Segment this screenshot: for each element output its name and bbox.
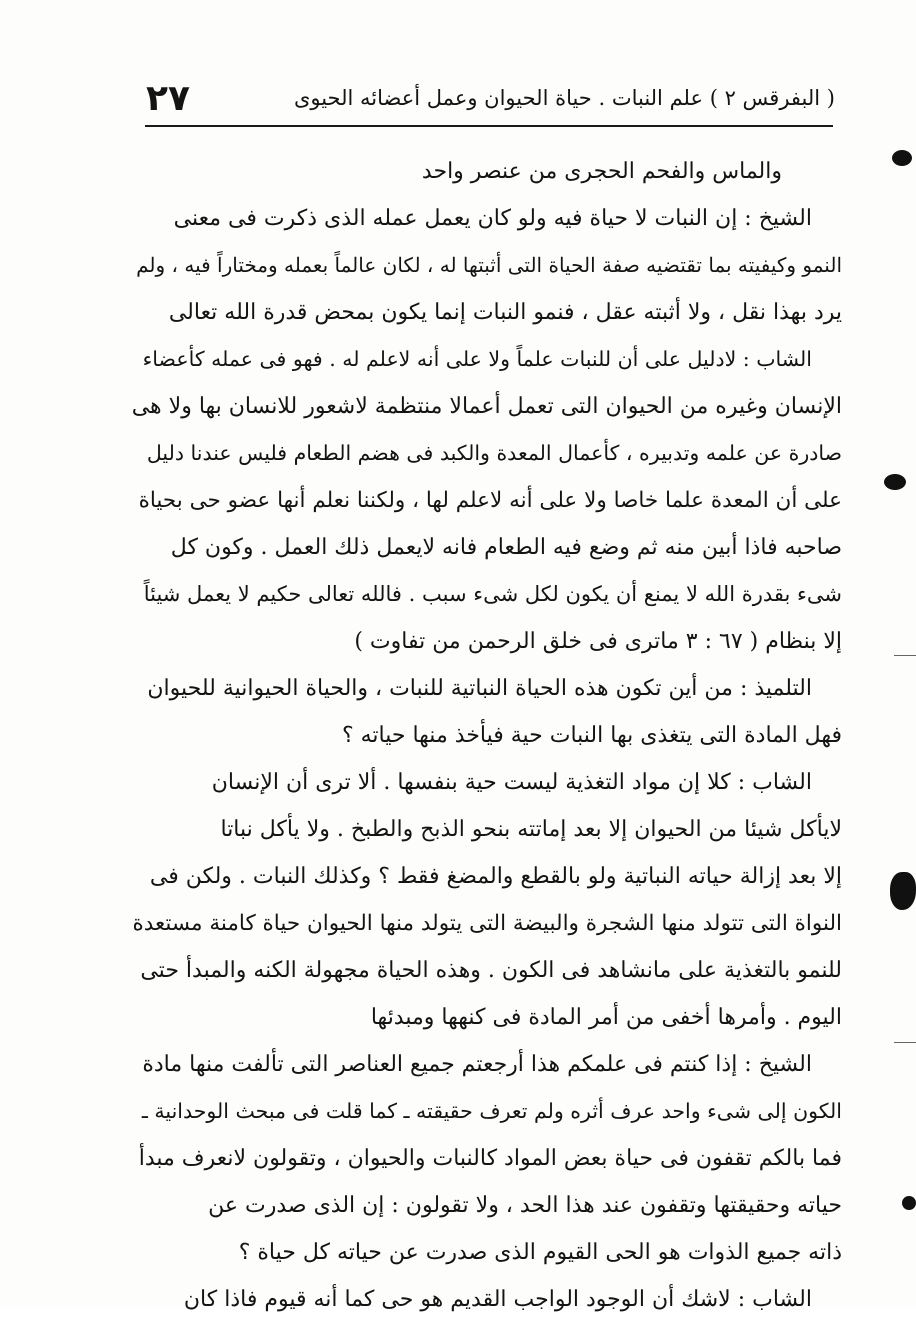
edge-mark [894, 1042, 916, 1043]
text-line: فهل المادة التى يتغذى بها النبات حية فيأخذ منها حياته ؟ [341, 723, 842, 748]
running-header [140, 78, 835, 120]
body-text [132, 148, 842, 1323]
edge-mark [894, 655, 916, 656]
text-line: يرد بهذا نقل ، ولا أثبته عقل ، فنمو النبات إنما يكون بمحض قدرة الله تعالى [168, 300, 842, 325]
text-line: ذاته جميع الذوات هو الحى القيوم الذى صدرت عن حياته كل حياة ؟ [238, 1240, 842, 1265]
text-line: على أن المعدة علما خاصا ولا على أنه لاعلم لها ، ولكننا نعلم أنها عضو حى بحياة [138, 488, 842, 513]
header-rule [145, 125, 833, 127]
ink-blot [884, 474, 906, 490]
text-line: الشاب : لادليل على أن للنبات علماً ولا على أنه لاعلم له . فهو فى عمله كأعضاء [142, 347, 812, 371]
ink-blot [902, 1196, 916, 1210]
text-line: لايأكل شيئا من الحيوان إلا بعد إماتته بنحو الذبح والطبخ . ولا يأكل نباتا [220, 817, 842, 842]
text-line: حياته وحقيقتها وتقفون عند هذا الحد ، ولا تقولون : إن الذى صدرت عن [208, 1193, 842, 1218]
page-number: ٢٧ [146, 78, 190, 119]
ink-blot [890, 872, 916, 910]
text-line: إلا بعد إزالة حياته النباتية ولو بالقطع والمضغ فقط ؟ وكذلك النبات . ولكن فى [149, 864, 842, 889]
text-line: للنمو بالتغذية على مانشاهد فى الكون . وهذه الحياة مجهولة الكنه والمبدأ حتى [140, 958, 842, 983]
text-line: النواة التى تتولد منها الشجرة والبيضة التى يتولد منها الحيوان حياة كامنة مستعدة [132, 911, 842, 936]
text-line: صادرة عن علمه وتدبيره ، كأعمال المعدة والكبد فى هضم الطعام فليس عندنا دليل [146, 441, 842, 465]
text-line: النمو وكيفيته بما تقتضيه صفة الحياة التى أثبتها له ، لكان عالماً بعمله ومختاراً فيه ، ولم [136, 253, 842, 277]
text-line: الشيخ : إذا كنتم فى علمكم هذا أرجعتم جميع العناصر التى تألفت منها مادة [142, 1052, 812, 1077]
text-line: الشاب : كلا إن مواد التغذية ليست حية بنفسها . ألا ترى أن الإنسان [211, 770, 812, 795]
text-line: شىء بقدرة الله لا يمنع أن يكون لكل شىء سبب . فالله تعالى حكيم لا يعمل شيئاً [143, 582, 842, 606]
text-line: إلا بنظام ( ٦٧ : ٣ ماترى فى خلق الرحمن من تفاوت ) [354, 629, 842, 654]
text-line: التلميذ : من أين تكون هذه الحياة النباتية للنبات ، والحياة الحيوانية للحيوان [147, 676, 812, 701]
text-line: صاحبه فاذا أبين منه ثم وضع فيه الطعام فانه لايعمل ذلك العمل . وكون كل [170, 535, 842, 560]
text-line: الإنسان وغيره من الحيوان التى تعمل أعمالا منتظمة لاشعور للانسان بها ولا هى [132, 394, 842, 419]
text-line: الشاب : لاشك أن الوجود الواجب القديم هو حى كما أنه قيوم فاذا كان [183, 1287, 812, 1312]
text-line: الشيخ : إن النبات لا حياة فيه ولو كان يعمل عمله الذى ذكرت فى معنى [173, 206, 812, 231]
text-line: والماس والفحم الحجرى من عنصر واحد [421, 159, 782, 184]
text-line: اليوم . وأمرها أخفى من أمر المادة فى كنهها ومبدئها [370, 1005, 842, 1030]
ink-blot [892, 150, 912, 166]
text-line: فما بالكم تقفون فى حياة بعض المواد كالنبات والحيوان ، وتقولون لانعرف مبدأ [138, 1146, 842, 1171]
text-line: الكون إلى شىء واحد عرف أثره ولم تعرف حقيقته ـ كما قلت فى مبحث الوحدانية ـ [141, 1099, 842, 1123]
header-title: ( البفرقس ٢ ) علم النبات . حياة الحيوان وعمل أعضائه الحيوى [293, 86, 835, 110]
